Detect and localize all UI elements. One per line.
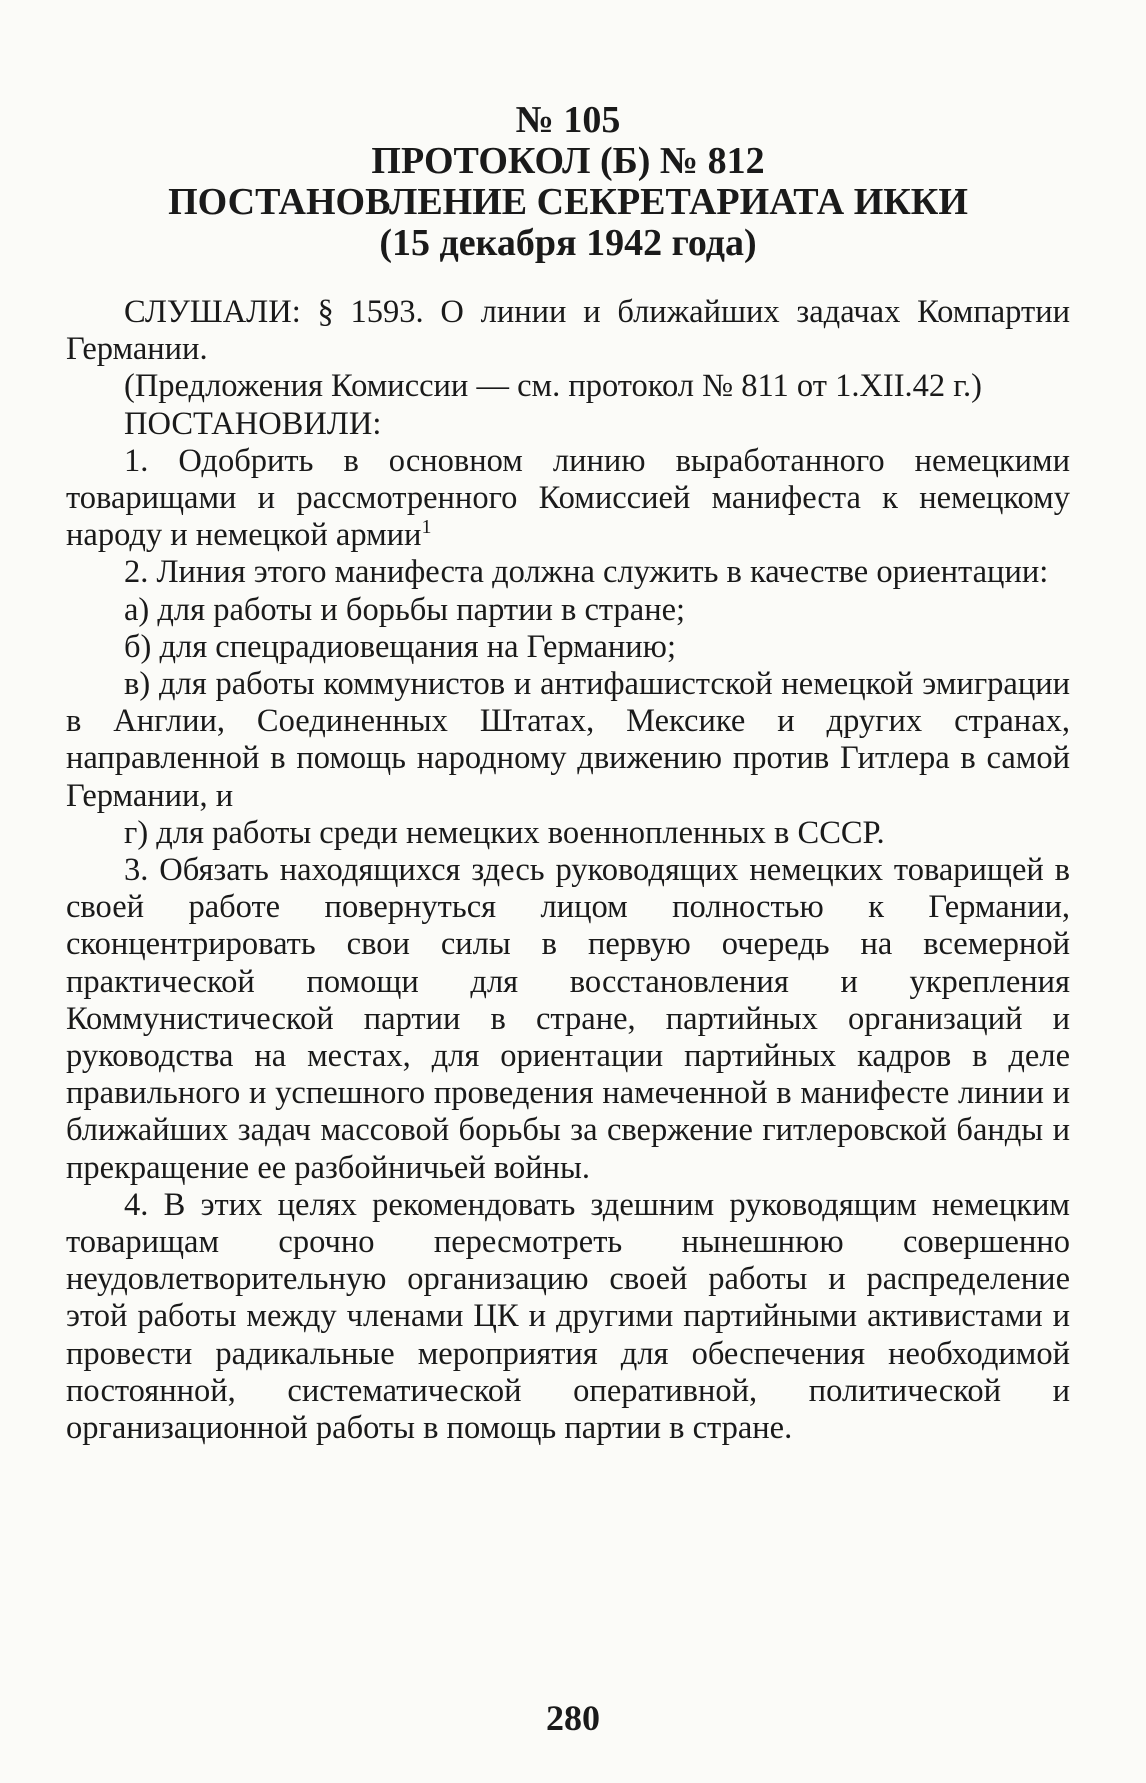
- item-2d: г) для работы среди немецких военнопленных в СССР.: [124, 814, 885, 851]
- item-2: 2. Линия этого манифеста должна служить в качестве ориентации:: [124, 554, 1049, 591]
- heard-paragraph: СЛУШАЛИ: § 1593. О линии и ближайших задачах Компартии Германии.: [66, 294, 1070, 368]
- resolution-title: ПОСТАНОВЛЕНИЕ СЕКРЕТАРИАТА ИККИ: [168, 181, 968, 223]
- resolution-date: (15 декабря 1942 года): [379, 222, 757, 264]
- item-2c: в) для работы коммунистов и антифашистской немецкой эмиграции в Англии, Соединенных Штатах, Мексике и других странах, направленной в помощь народному движению против Гитлера в самой Германии, и: [66, 666, 1070, 814]
- commission-note: (Предложения Комиссии — см. протокол № 811 от 1.XII.42 г.): [124, 368, 982, 405]
- item-3: 3. Обязать находящихся здесь руководящих немецких товарищей в своей работе повернуться лицом полностью к Германии, сконцентрировать свои силы в первую очередь на всемерной практической помощи для восстановления и укрепления Коммунистической партии в стране, партийных организаций и руководства на местах, для ориентации партийных кадров в деле правильного и успешного проведения намеченной в манифесте линии и ближайших задач массовой борьбы за свержение гитлеровской банды и прекращение ее разбойничьей войны.: [66, 852, 1070, 1186]
- item-1-text: 1. Одобрить в основном линию выработанного немецкими товарищами и рассмотренного Комиссией манифеста к немецкому народу и немецкой армии: [66, 442, 1070, 554]
- item-2b: б) для спецрадиовещания на Германию;: [124, 628, 676, 665]
- item-4: 4. В этих целях рекомендовать здешним руководящим немецким товарищам срочно пересмотреть нынешнюю совершенно неудовлетворительную организацию своей работы и распределение этой работы между членами ЦК и другими партийными активистами и провести радикальные мероприятия для обеспечения необходимой постоянной, систематической оперативной, политической и организационной работы в помощь партии в стране.: [66, 1186, 1070, 1447]
- protocol-title: ПРОТОКОЛ (Б) № 812: [371, 140, 765, 182]
- resolved-heading: ПОСТАНОВИЛИ:: [124, 405, 382, 442]
- document-page: [66, 100, 1070, 1447]
- footnote-ref: 1: [421, 516, 432, 539]
- page-number: 280: [546, 1698, 600, 1738]
- item-2a: а) для работы и борьбы партии в стране;: [124, 591, 686, 628]
- document-number: № 105: [515, 99, 621, 141]
- item-1: [66, 443, 1070, 555]
